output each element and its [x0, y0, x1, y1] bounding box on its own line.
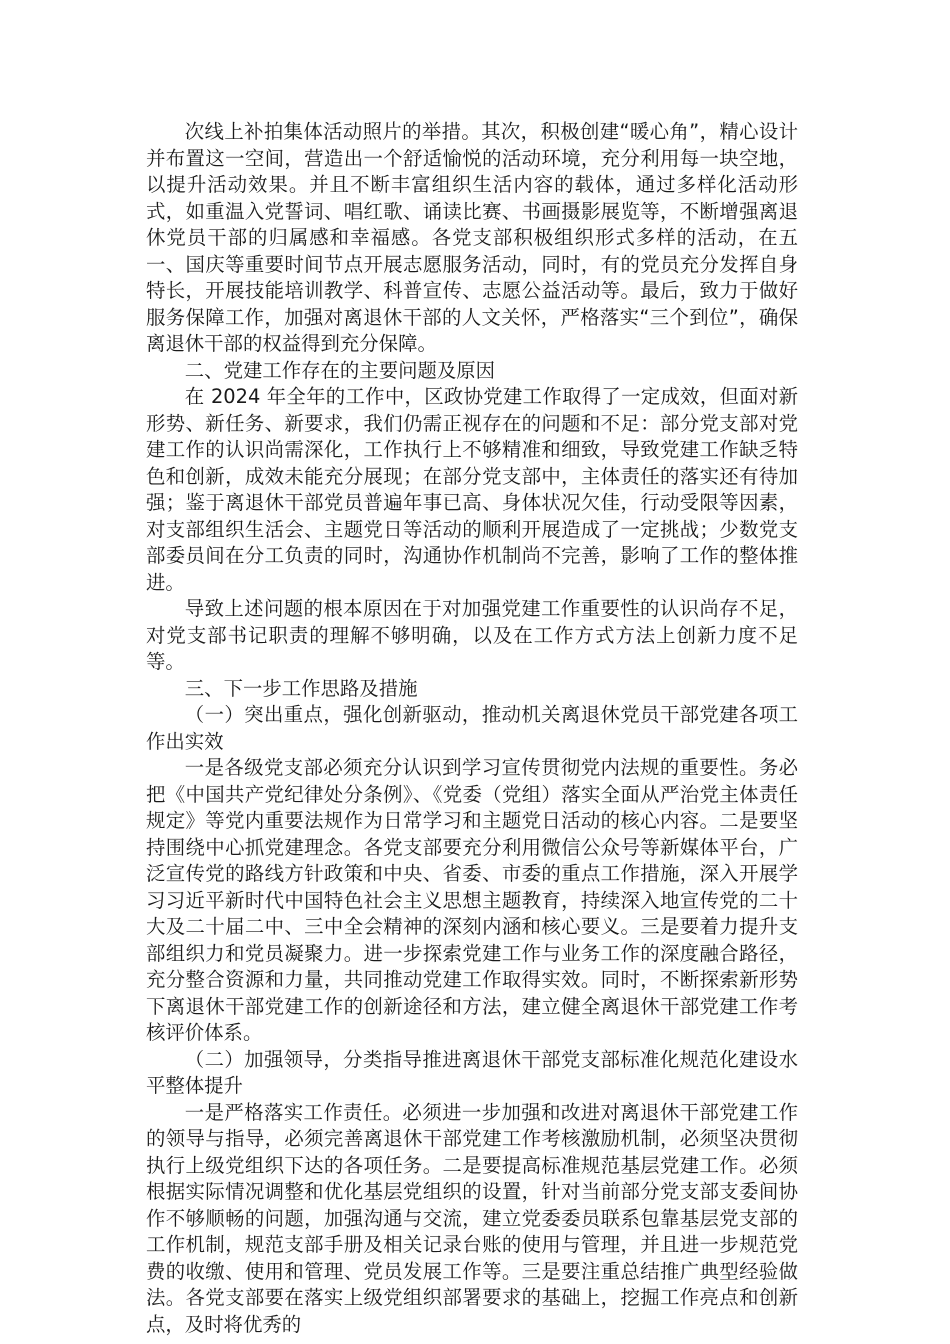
paragraph-measures-two: 一是严格落实工作责任。必须进一步加强和改进对离退休干部党建工作的领导与指导，必须完善离退休干部党建工作考核激励机制，必须坚决贯彻执行上级党组织下达的各项任务。二是要提高标准规范基层党建工作。必须根据实际情况调整和优化基层党组织的设置，针对当前部分党支部支委间协作不够顺畅的问题，加强沟通与交流，建立党委委员联系包靠基层党支部的工作机制，规范支部手册及相关记录台账的使用与管理，并且进一步规范党费的收缴、使用和管理、党员发展工作等。三是要注重总结推广典型经验做法。各党支部要在落实上级党组织部署要求的基础上，挖掘工作亮点和创新点，及时将优秀的: [146, 1100, 798, 1336]
section-heading-problems: 二、党建工作存在的主要问题及原因: [184, 358, 496, 382]
paragraph-problems: 在 2024 年全年的工作中，区政协党建工作取得了一定成效，但面对新形势、新任务、新要求，我们仍需正视存在的问题和不足：部分党支部对党建工作的认识尚需深化，工作执行上不够精准和细致，导致党建工作缺乏特色和创新，成效未能充分展现；在部分党支部中，主体责任的落实还有待加强；鉴于离退休干部党员普遍年事已高、身体状况欠佳，行动受限等因素，对支部组织生活会、主题党日等活动的顺利开展造成了一定挑战；少数党支部委员间在分工负责的同时，沟通协作机制尚不完善，影响了工作的整体推进。: [146, 385, 798, 594]
document-body: [146, 119, 798, 1338]
subheading-two: （二）加强领导，分类指导推进离退休干部党支部标准化规范化建设水平整体提升: [146, 1047, 798, 1097]
section-heading-next-steps: 三、下一步工作思路及措施: [184, 676, 418, 700]
paragraph-root-causes: 导致上述问题的根本原因在于对加强党建工作重要性的认识尚存不足，对党支部书记职责的理解不够明确，以及在工作方式方法上创新力度不足等。: [146, 597, 798, 673]
paragraph-activities-continued: 次线上补拍集体活动照片的举措。其次，积极创建“暖心角”，精心设计并布置这一空间，营造出一个舒适愉悦的活动环境，充分利用每一块空地，以提升活动效果。并且不断丰富组织生活内容的载体，通过多样化活动形式，如重温入党誓词、唱红歌、诵读比赛、书画摄影展览等，不断增强离退休党员干部的归属感和幸福感。各党支部积极组织形式多样的活动，在五一、国庆等重要时间节点开展志愿服务活动，同时，有的党员充分发挥自身特长，开展技能培训教学、科普宣传、志愿公益活动等。最后，致力于做好服务保障工作，加强对离退休干部的人文关怀，严格落实“三个到位”，确保离退休干部的权益得到充分保障。: [146, 120, 798, 355]
paragraph-measures-one: 一是各级党支部必须充分认识到学习宣传贯彻党内法规的重要性。务必把《中国共产党纪律处分条例》、《党委（党组）落实全面从严治党主体责任规定》等党内重要法规作为日常学习和主题党日活动的核心内容。二是要坚持围绕中心抓党建理念。各党支部要充分利用微信公众号等新媒体平台，广泛宣传党的路线方针政策和中央、省委、市委的重点工作措施，深入开展学习习近平新时代中国特色社会主义思想主题教育，持续深入地宣传党的二十大及二十届二中、三中全会精神的深刻内涵和核心要义。三是要着力提升支部组织力和党员凝聚力。进一步探索党建工作与业务工作的深度融合路径，充分整合资源和力量，共同推动党建工作取得实效。同时，不断探索新形势下离退休干部党建工作的创新途径和方法，建立健全离退休干部党建工作考核评价体系。: [146, 756, 798, 1044]
subheading-one: （一）突出重点，强化创新驱动，推动机关离退休党员干部党建各项工作出实效: [146, 703, 798, 753]
